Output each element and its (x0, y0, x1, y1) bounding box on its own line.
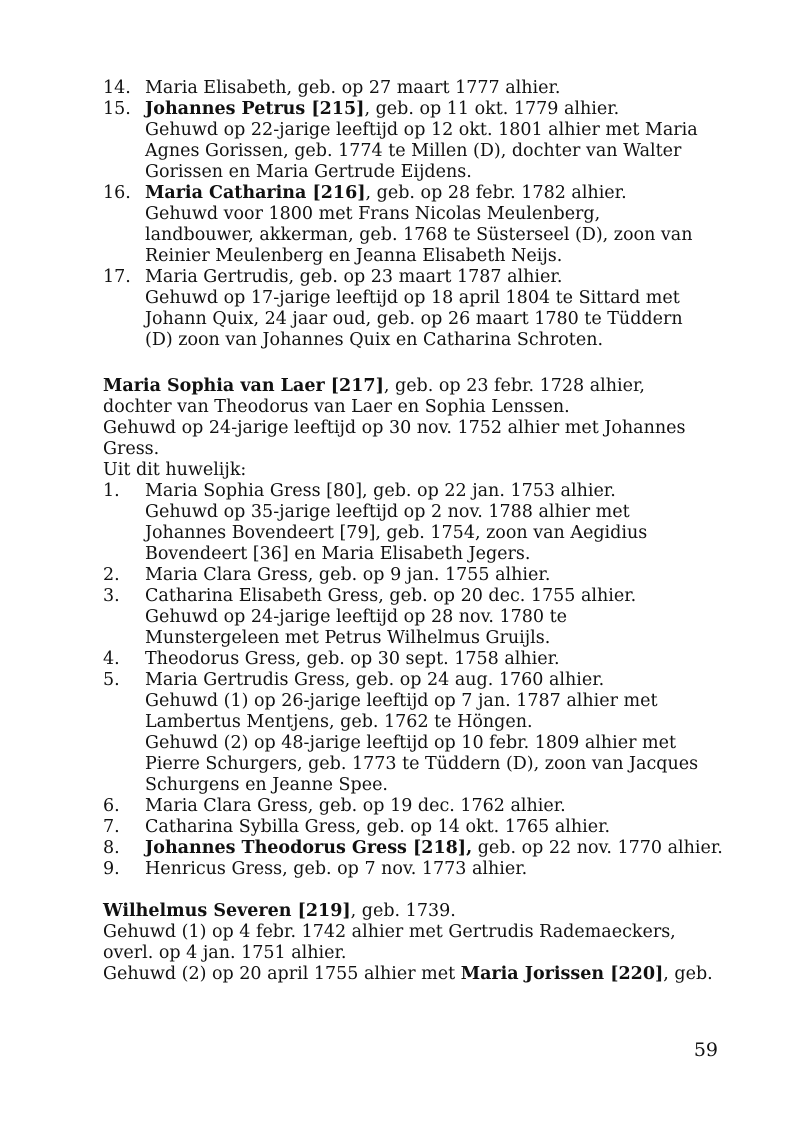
text-segment: Gehuwd op 35-jarige leeftijd op 2 nov. 1788 alhier met (145, 502, 630, 522)
entry-wilhelmus-severen (103, 901, 743, 985)
text-line (145, 502, 743, 523)
text-line (103, 964, 743, 985)
text-line (103, 418, 743, 439)
item-number: 8. (103, 838, 120, 858)
list-item (103, 183, 743, 267)
text-segment: Gehuwd op 17-jarige leeftijd op 18 april 1804 te Sittard met (145, 288, 680, 308)
text-segment: overl. op 4 jan. 1751 alhier. (103, 943, 347, 963)
text-segment: Gehuwd voor 1800 met Frans Nicolas Meulenberg, (145, 204, 601, 224)
text-line (145, 586, 743, 607)
text-line (145, 796, 743, 817)
text-segment: Maria Gertrudis, geb. op 23 maart 1787 alhier. (145, 267, 563, 287)
text-line (145, 691, 743, 712)
text-segment: , geb. op 28 febr. 1782 alhier. (365, 183, 627, 203)
bold-name: Maria Sophia van Laer [217] (103, 376, 384, 396)
text-segment: dochter van Theodorus van Laer en Sophia Lenssen. (103, 397, 570, 417)
text-segment: Gehuwd (2) op 48-jarige leeftijd op 10 febr. 1809 alhier met (145, 733, 677, 753)
item-number: 15. (103, 99, 131, 119)
text-line (145, 120, 743, 141)
text-line (145, 99, 743, 120)
text-line (145, 523, 743, 544)
list-item (103, 796, 743, 817)
text-segment: Gehuwd (1) op 26-jarige leeftijd op 7 jan. 1787 alhier met (145, 691, 658, 711)
text-segment: Gress. (103, 439, 160, 459)
item-number: 9. (103, 859, 120, 879)
list-item (103, 649, 743, 670)
text-line (145, 309, 743, 330)
item-number: 4. (103, 649, 120, 669)
text-segment: Schurgens en Jeanne Spee. (145, 775, 388, 795)
list-item (103, 481, 743, 565)
text-line (145, 481, 743, 502)
text-line (145, 733, 743, 754)
text-segment: , geb. 1739. (350, 901, 456, 921)
text-line (145, 670, 743, 691)
text-line (145, 141, 743, 162)
text-segment: Johannes Bovendeert [79], geb. 1754, zoon van Aegidius (145, 523, 648, 543)
text-segment: geb. op 22 nov. 1770 alhier. (472, 838, 723, 858)
list-item (103, 670, 743, 796)
text-line (145, 754, 743, 775)
text-segment: Maria Elisabeth, geb. op 27 maart 1777 alhier. (145, 78, 561, 98)
page-number: 59 (693, 1039, 718, 1061)
item-number: 6. (103, 796, 120, 816)
text-segment: Henricus Gress, geb. op 7 nov. 1773 alhier. (145, 859, 528, 879)
text-segment: (D) zoon van Johannes Quix en Catharina Schroten. (145, 330, 604, 350)
text-segment: Gehuwd op 22-jarige leeftijd op 12 okt. 1801 alhier met Maria (145, 120, 698, 140)
text-segment: Gehuwd op 24-jarige leeftijd op 30 nov. 1752 alhier met Johannes (103, 418, 686, 438)
text-line (145, 565, 743, 586)
text-line (145, 246, 743, 267)
entry-maria-sophia-van-laer (103, 376, 743, 481)
text-line (103, 376, 743, 397)
item-number: 7. (103, 817, 120, 837)
children-list-2 (103, 481, 743, 880)
item-number: 5. (103, 670, 120, 690)
text-line (145, 330, 743, 351)
text-segment: Maria Gertrudis Gress, geb. op 24 aug. 1760 alhier. (145, 670, 605, 690)
text-line (145, 225, 743, 246)
item-number: 16. (103, 183, 131, 203)
text-line (145, 267, 743, 288)
text-segment: landbouwer, akkerman, geb. 1768 te Süsterseel (D), zoon van (145, 225, 693, 245)
children-list-1 (103, 78, 743, 351)
bold-name: Wilhelmus Severen [219] (103, 901, 351, 921)
text-segment: Catharina Sybilla Gress, geb. op 14 okt. 1765 alhier. (145, 817, 611, 837)
text-line (103, 439, 743, 460)
text-segment: Theodorus Gress, geb. op 30 sept. 1758 alhier. (145, 649, 560, 669)
text-line (145, 859, 743, 880)
item-number: 17. (103, 267, 131, 287)
text-line (145, 607, 743, 628)
text-segment: Bovendeert [36] en Maria Elisabeth Jegers. (145, 544, 531, 564)
text-segment: Munstergeleen met Petrus Wilhelmus Gruijls. (145, 628, 551, 648)
bold-name: Johannes Petrus [215] (145, 99, 365, 119)
text-line (145, 204, 743, 225)
bold-name: Maria Catharina [216] (145, 183, 366, 203)
text-segment: Johann Quix, 24 jaar oud, geb. op 26 maart 1780 te Tüddern (145, 309, 683, 329)
text-line (145, 78, 743, 99)
item-number: 1. (103, 481, 120, 501)
text-line (145, 712, 743, 733)
list-item (103, 267, 743, 351)
list-item (103, 78, 743, 99)
list-item (103, 838, 743, 859)
text-line (145, 817, 743, 838)
text-segment: , geb. op 11 okt. 1779 alhier. (364, 99, 620, 119)
text-segment: Gehuwd (2) op 20 april 1755 alhier met (103, 964, 461, 984)
text-segment: Lambertus Mentjens, geb. 1762 te Höngen. (145, 712, 533, 732)
list-item (103, 817, 743, 838)
text-line (103, 397, 743, 418)
text-segment: Gehuwd op 24-jarige leeftijd op 28 nov. 1780 te (145, 607, 568, 627)
list-item (103, 99, 743, 183)
text-line (145, 183, 743, 204)
list-item (103, 859, 743, 880)
text-segment: Gorissen en Maria Gertrude Eijdens. (145, 162, 472, 182)
text-line (145, 838, 743, 859)
item-number: 2. (103, 565, 120, 585)
text-segment: Maria Clara Gress, geb. op 9 jan. 1755 alhier. (145, 565, 551, 585)
text-line (145, 775, 743, 796)
list-item (103, 586, 743, 649)
text-segment: Pierre Schurgers, geb. 1773 te Tüddern (D), zoon van Jacques (145, 754, 699, 774)
text-line (145, 288, 743, 309)
text-line (145, 162, 743, 183)
text-line (103, 460, 743, 481)
text-segment: , geb. (663, 964, 713, 984)
text-segment: Reinier Meulenberg en Jeanna Elisabeth Neijs. (145, 246, 563, 266)
text-line (145, 628, 743, 649)
text-segment: Maria Clara Gress, geb. op 19 dec. 1762 alhier. (145, 796, 566, 816)
bold-name: Maria Jorissen [220] (460, 964, 664, 984)
text-line (103, 943, 743, 964)
text-segment: Uit dit huwelijk: (103, 460, 247, 480)
text-line (103, 922, 743, 943)
text-segment: Gehuwd (1) op 4 febr. 1742 alhier met Gertrudis Rademaeckers, (103, 922, 676, 942)
item-number: 14. (103, 78, 131, 98)
list-item (103, 565, 743, 586)
text-line (145, 649, 743, 670)
text-segment: Agnes Gorissen, geb. 1774 te Millen (D), dochter van Walter (145, 141, 682, 161)
item-number: 3. (103, 586, 120, 606)
text-segment: , geb. op 23 febr. 1728 alhier, (383, 376, 645, 396)
bold-name: Johannes Theodorus Gress [218], (145, 838, 473, 858)
text-line (145, 544, 743, 565)
text-segment: Maria Sophia Gress [80], geb. op 22 jan. 1753 alhier. (145, 481, 616, 501)
text-line (103, 901, 743, 922)
text-segment: Catharina Elisabeth Gress, geb. op 20 dec. 1755 alhier. (145, 586, 637, 606)
